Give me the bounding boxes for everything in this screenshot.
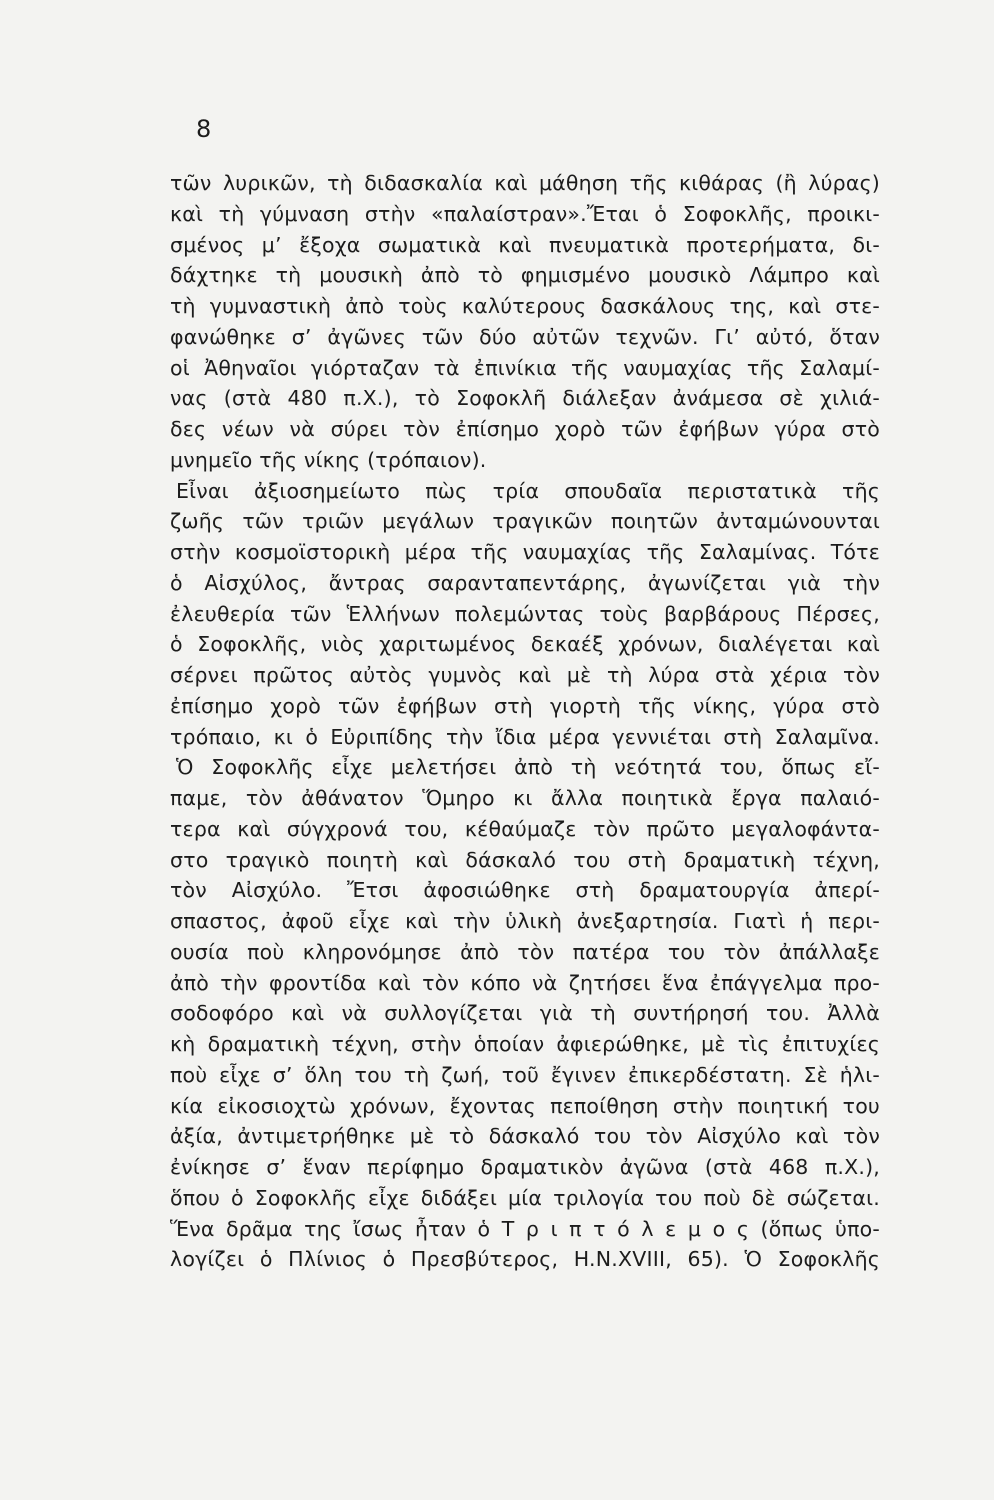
text-line: τὴ γυμναστικὴ ἀπὸ τοὺς καλύτερους δασκάλους της, καὶ στε- — [170, 294, 880, 318]
text-line: δες νέων νὰ σύρει τὸν ἐπίσημο χορὸ τῶν ἐφήβων γύρα στὸ — [170, 417, 880, 441]
text-line: οἱ Ἀθηναῖοι γιόρταζαν τὰ ἐπινίκια τῆς ναυμαχίας τῆς Σαλαμί- — [170, 355, 880, 380]
text-line: σμένος μ’ ἔξοχα σωματικὰ καὶ πνευματικὰ προτερήματα, δι- — [170, 232, 880, 257]
text-line: ὁ Αἰσχύλος, ἄντρας σαρανταπεντάρης, ἀγωνίζεται γιὰ τὴν — [170, 570, 880, 595]
body-text — [170, 168, 880, 1275]
text-line: νας (στὰ 480 π.Χ.), τὸ Σοφοκλῆ διάλεξαν ἀνάμεσα σὲ χιλιά- — [170, 386, 880, 411]
text-line: δάχτηκε τὴ μουσικὴ ἀπὸ τὸ φημισμένο μουσικὸ Λάμπρο καὶ — [170, 263, 880, 288]
text-line: κὴ δραματικὴ τέχνη, στὴν ὁποίαν ἀφιερώθηκε, μὲ τὶς ἐπιτυχίες — [170, 1032, 880, 1056]
text-line: τρόπαιο, κι ὁ Εὐριπίδης τὴν ἴδια μέρα γεννιέται στὴ Σαλαμῖνα. — [170, 724, 880, 749]
text-line: σπαστος, ἀφοῦ εἶχε καὶ τὴν ὑλικὴ ἀνεξαρτησία. Γιατὶ ἡ περι- — [170, 909, 880, 933]
text-line: ουσία ποὺ κληρονόμησε ἀπὸ τὸν πατέρα του τὸν ἀπάλλαξε — [170, 939, 880, 964]
text-line: ἐπίσημο χορὸ τῶν ἐφήβων στὴ γιορτὴ τῆς νίκης, γύρα στὸ — [170, 693, 880, 718]
text-line: ἀξία, ἀντιμετρήθηκε μὲ τὸ δάσκαλό του τὸν Αἰσχύλο καὶ τὸν — [170, 1124, 880, 1149]
text-line: Ὁ Σοφοκλῆς εἶχε μελετήσει ἀπὸ τὴ νεότητά του, ὅπως εἴ- — [176, 755, 880, 780]
text-line: παμε, τὸν ἀθάνατον Ὅμηρο κι ἄλλα ποιητικὰ ἔργα παλαιό- — [170, 786, 880, 810]
text-line: ἀπὸ τὴν φροντίδα καὶ τὸν κόπο νὰ ζητήσει ἕνα ἐπάγγελμα προ- — [170, 970, 880, 995]
text-line: στὴν κοσμοϊστορικὴ μέρα τῆς ναυμαχίας τῆς Σαλαμίνας. Τότε — [170, 540, 880, 564]
text-line: σοδοφόρο καὶ νὰ συλλογίζεται γιὰ τὴ συντήρησή του. Ἀλλὰ — [170, 1001, 880, 1026]
text-line: ὁ Σοφοκλῆς, νιὸς χαριτωμένος δεκαέξ χρόνων, διαλέγεται καὶ — [170, 632, 880, 657]
text-line: στο τραγικὸ ποιητὴ καὶ δάσκαλό του στὴ δραματικὴ τέχνη, — [170, 847, 880, 872]
text-line: κία εἰκοσιοχτὼ χρόνων, ἔχοντας πεποίθηση στὴν ποιητική του — [170, 1093, 880, 1118]
text-line: λογίζει ὁ Πλίνιος ὁ Πρεσβύτερος, H.N.XVIII, 65). Ὁ Σοφοκλῆς — [170, 1247, 880, 1272]
page-number: 8 — [196, 115, 212, 143]
text-line: τῶν λυρικῶν, τὴ διδασκαλία καὶ μάθηση τῆς κιθάρας (ἢ λύρας) — [170, 171, 880, 195]
text-line: σέρνει πρῶτος αὐτὸς γυμνὸς καὶ μὲ τὴ λύρα στὰ χέρια τὸν — [170, 663, 880, 687]
text-line: τερα καὶ σύγχρονά του, κέθαύμαζε τὸν πρῶτο μεγαλοφάντα- — [170, 816, 880, 841]
text-line: Ἕνα δρᾶμα της ἴσως ἦταν ὁ Τ ρ ι π τ ό λ ε μ ο ς (ὅπως ὑπο- — [170, 1216, 880, 1241]
text-line: μνημεῖο τῆς νίκης (τρόπαιον). — [170, 447, 487, 472]
text-line: τὸν Αἰσχύλο. Ἔτσι ἀφοσιώθηκε στὴ δραματουργία ἀπερί- — [170, 878, 880, 903]
text-line: φανώθηκε σ’ ἀγῶνες τῶν δύο αὐτῶν τεχνῶν. Γι’ αὐτό, ὅταν — [170, 324, 880, 349]
text-line: ζωῆς τῶν τριῶν μεγάλων τραγικῶν ποιητῶν ἀνταμώνουνται — [170, 509, 880, 534]
text-line: Εἶναι ἀξιοσημείωτο πὼς τρία σπουδαῖα περιστατικὰ τῆς — [176, 478, 880, 503]
text-line: καὶ τὴ γύμναση στὴν «παλαίστραν».Ἔται ὁ Σοφοκλῆς, προικι- — [170, 201, 880, 226]
text-line: ποὺ εἶχε σ’ ὅλη του τὴ ζωή, τοῦ ἔγινεν ἐπικερδέστατη. Σὲ ἡλι- — [170, 1062, 880, 1087]
text-line: ἐλευθερία τῶν Ἑλλήνων πολεμώντας τοὺς βαρβάρους Πέρσες, — [170, 601, 880, 626]
text-line: ἐνίκησε σ’ ἕναν περίφημο δραματικὸν ἀγῶνα (στὰ 468 π.Χ.), — [170, 1155, 880, 1179]
text-line: ὅπου ὁ Σοφοκλῆς εἶχε διδάξει μία τριλογία του ποὺ δὲ σώζεται. — [170, 1185, 880, 1210]
